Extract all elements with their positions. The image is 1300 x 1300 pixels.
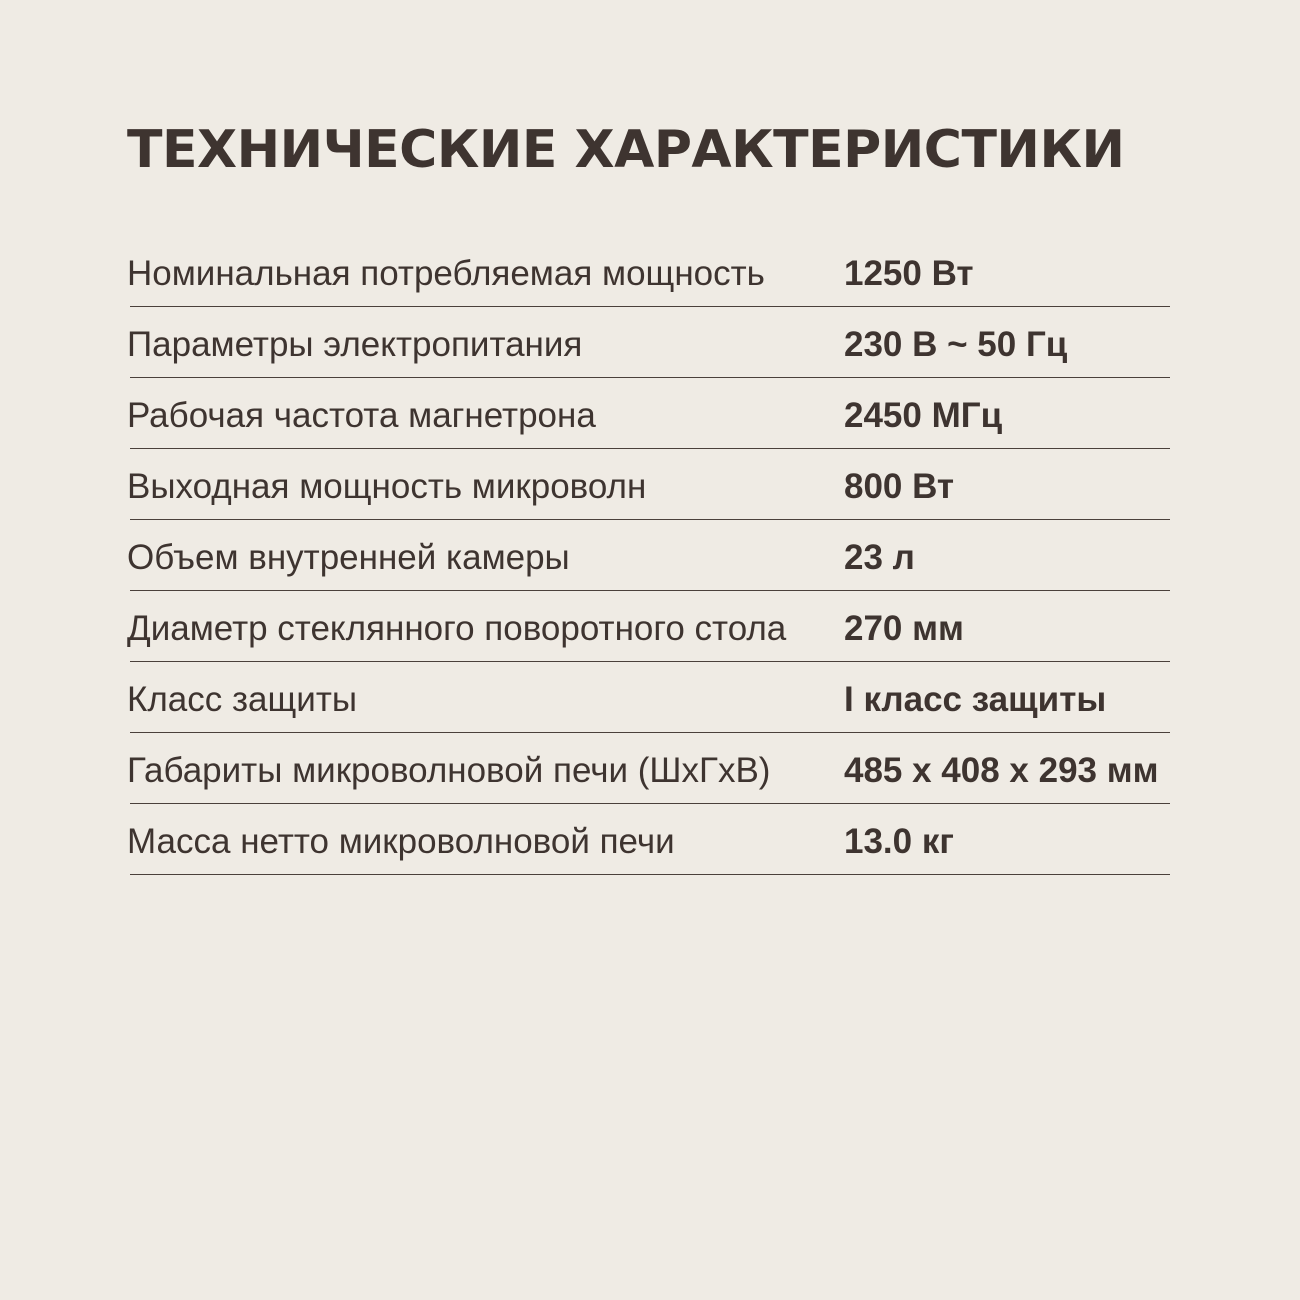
spec-value: 23 л [844, 538, 915, 577]
spec-label: Рабочая частота магнетрона [127, 396, 596, 435]
spec-label: Параметры электропитания [127, 325, 583, 364]
spec-row [127, 591, 1177, 662]
spec-label: Класс защиты [127, 680, 358, 719]
spec-label: Масса нетто микроволновой печи [127, 822, 675, 861]
spec-value: 270 мм [844, 609, 964, 648]
spec-row [127, 804, 1177, 875]
page-title: ТЕХНИЧЕСКИЕ ХАРАКТЕРИСТИКИ [127, 120, 1125, 180]
spec-label: Объем внутренней камеры [127, 538, 570, 577]
spec-value: 13.0 кг [844, 822, 954, 861]
spec-label: Диаметр стеклянного поворотного стола [127, 609, 787, 648]
spec-value: 800 Вт [844, 467, 955, 506]
spec-value: 2450 МГц [844, 396, 1003, 435]
spec-row [127, 520, 1177, 591]
spec-row [127, 733, 1177, 804]
spec-label: Выходная мощность микроволн [127, 467, 647, 506]
spec-row [127, 307, 1177, 378]
spec-label: Габариты микроволновой печи (ШхГхВ) [127, 751, 771, 790]
spec-value: I класс защиты [844, 680, 1107, 719]
spec-value: 230 В ~ 50 Гц [844, 325, 1068, 364]
spec-row [127, 449, 1177, 520]
spec-row [127, 236, 1177, 307]
spec-value: 1250 Вт [844, 254, 974, 293]
spec-table [127, 236, 1177, 875]
spec-row [127, 378, 1177, 449]
spec-row [127, 662, 1177, 733]
spec-value: 485 x 408 x 293 мм [844, 751, 1159, 790]
spec-label: Номинальная потребляемая мощность [127, 254, 765, 293]
